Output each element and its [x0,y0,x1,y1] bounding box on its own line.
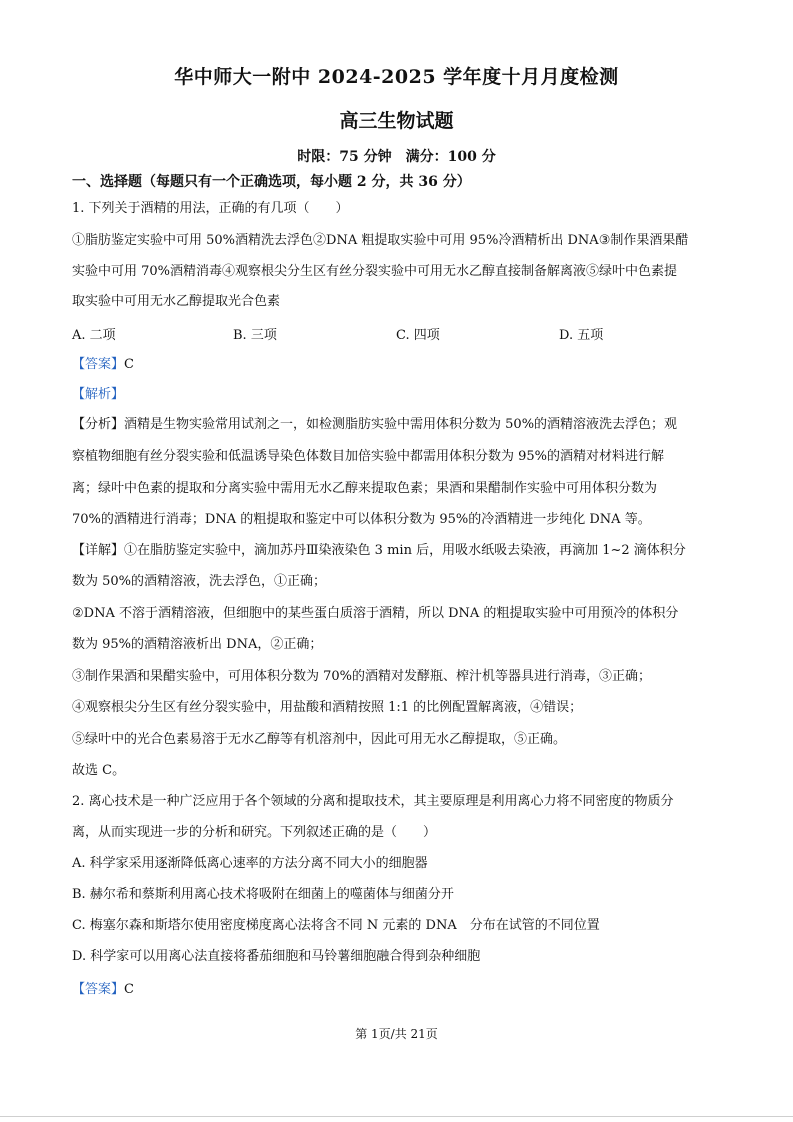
q2-stem-line: 离，从而实现进一步的分析和研究。下列叙述正确的是（ ） [72,825,437,840]
answer-tag: 【答案】 [72,982,125,997]
q1-option-a: A. 二项 [72,328,116,343]
q1-detail-line: ④观察根尖分生区有丝分裂实验中，用盐酸和酒精按照 1:1 的比例配置解离液，④错误； [72,700,583,715]
q1-detail-line: 数为 95%的酒精溶液析出 DNA，②正确； [72,637,323,652]
q2-option-c: C. 梅塞尔森和斯塔尔使用密度梯度离心法将含不同 N 元素的 DNA 分布在试管的不同位置 [72,918,600,933]
fenxi-tag: 【分析】 [72,417,125,432]
q2-stem-line: 2. 离心技术是一种广泛应用于各个领域的分离和提取技术，其主要原理是利用离心力将不同密度的物质分 [72,794,674,809]
detail-tag: 【详解】 [72,543,125,558]
q1-body-line: 取实验中可用无水乙醇提取光合色素 [72,294,281,309]
page-footer: 第 1页/共 21页 [355,1027,438,1041]
exam-title: 华中师大一附中 2024-2025 学年度十月月度检测 [174,66,619,88]
q2-option-d: D. 科学家可以用离心法直接将番茄细胞和马铃薯细胞融合得到杂种细胞 [72,949,481,964]
section-heading: 一、选择题（每题只有一个正确选项，每小题 2 分，共 36 分） [72,174,471,190]
q1-option-b: B. 三项 [233,328,277,343]
q2-option-a: A. 科学家采用逐渐降低离心速率的方法分离不同大小的细胞器 [72,856,428,871]
q1-detail-line: ③制作果酒和果醋实验中，可用体积分数为 70%的酒精对发酵瓶、榨汁机等器具进行消毒，③正确； [72,669,652,684]
q1-detail-line: 【详解】①在脂肪鉴定实验中，滴加苏丹Ⅲ染液染色 3 min 后，用吸水纸吸去染液，再滴加 1~2 滴体积分 [72,543,686,558]
page-bottom-divider [0,1116,793,1117]
q1-option-c: C. 四项 [396,328,440,343]
q1-detail-line: 故选 C。 [72,763,126,778]
q1-body-line: ①脂肪鉴定实验中可用 50%酒精洗去浮色②DNA 粗提取实验中可用 95%冷酒精析出 DNA③制作果酒果醋 [72,233,689,248]
q1-detail-line: ②DNA 不溶于酒精溶液，但细胞中的某些蛋白质溶于酒精，所以 DNA 的粗提取实验中可用预冷的体积分 [72,606,679,621]
answer-tag: 【答案】 [72,357,125,372]
q2-option-b: B. 赫尔希和蔡斯利用离心技术将吸附在细菌上的噬菌体与细菌分开 [72,887,454,902]
q2-answer [72,981,134,999]
answer-value: C [124,357,134,372]
exam-meta: 时限：75 分钟 满分：100 分 [297,149,496,165]
q1-fenxi-line: 【分析】酒精是生物实验常用试剂之一，如检测脂肪实验中需用体积分数为 50%的酒精溶液洗去浮色；观 [72,417,678,432]
q1-answer [72,356,134,374]
q1-fenxi-line: 70%的酒精进行消毒；DNA 的粗提取和鉴定中可以体积分数为 95%的冷酒精进一步纯化 DNA 等。 [72,512,651,527]
answer-value: C [124,982,134,997]
analysis-tag: 【解析】 [72,387,125,402]
q1-detail-line: 数为 50%的酒精溶液，洗去浮色，①正确； [72,574,327,589]
q1-detail-line: ⑤绿叶中的光合色素易溶于无水乙醇等有机溶剂中，因此可用无水乙醇提取，⑤正确。 [72,732,567,747]
q1-fenxi-line: 察植物细胞有丝分裂实验和低温诱导染色体数目加倍实验中都需用体积分数为 95%的酒精对材料进行解 [72,449,665,464]
q1-option-d: D. 五项 [559,328,604,343]
q1-body-line: 实验中可用 70%酒精消毒④观察根尖分生区有丝分裂实验中可用无水乙醇直接制备解离液⑤绿叶中色素提 [72,264,678,279]
exam-subtitle: 高三生物试题 [339,110,454,132]
q1-stem: 1. 下列关于酒精的用法，正确的有几项（ ） [72,201,349,216]
q1-fenxi-line: 离；绿叶中色素的提取和分离实验中需用无水乙醇来提取色素；果酒和果醋制作实验中可用体积分数为 [72,481,658,496]
